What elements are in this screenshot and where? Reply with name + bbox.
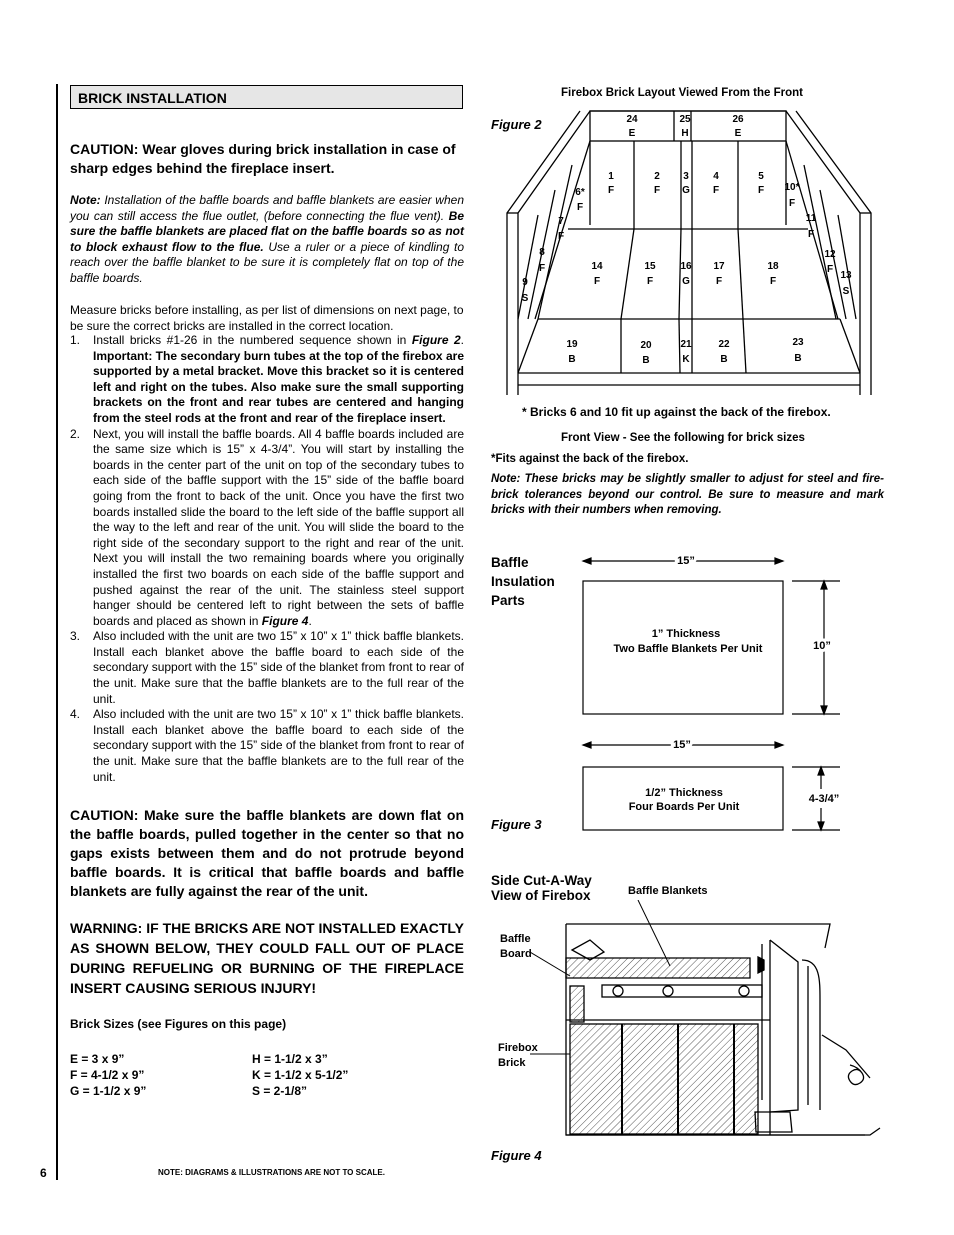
brick-label: 17: [713, 261, 725, 272]
step-item: 2. Next, you will install the baffle boards. All 4 baffle boards included are the same size which is 15” x 4-3/4”. You will start by installing the boards in the center part of the unit on top of the secondary tubes to each side of the baffle support with the 15” side of the baffle board going from the front to back of the unit. Once you have the first two boards installed slide the board to the left side of the baffle support all the way to the left and rear of the unit. You will slide the board to the right side of the secondary support to the right and rear of the unit. Next you will install the two remaining boards where you originally installed the first two boards on each side of the baffle support and pushed against the rear of the unit. The stainless steel support hanger should be centered left to right between the sets of baffle boards and placed as shown in Figure 4.: [70, 426, 464, 628]
svg-text:10”: 10”: [813, 640, 831, 652]
svg-text:G: G: [682, 185, 690, 196]
svg-text:1/2” Thickness: 1/2” Thickness: [645, 787, 723, 799]
firebox-cutaway-diagram: [530, 900, 890, 1145]
svg-text:Four Boards Per Unit: Four Boards Per Unit: [628, 801, 740, 813]
caution-blankets: CAUTION: Make sure the baffle blankets are down flat on the baffle boards, pulled together in the center so that no gaps exists between them and do not protrude beyond baffle boards. It is critical that baffle boards and baffle blankets are fully against the rear of the unit.: [70, 807, 464, 899]
step-item: 1. Install bricks #1-26 in the numbered sequence shown in Figure 2. Important: The secondary burn tubes at the top of the firebox are supported by a metal bracket. Move this bracket so it is centered left and right on the tubes. Also make sure the small supporting brackets on the front and rear tubes are centered and hanging from the steel rods at the front and rear of the fireplace insert.: [70, 333, 464, 425]
svg-text:15”: 15”: [673, 739, 691, 751]
svg-text:F: F: [607, 185, 615, 196]
svg-text:K: K: [682, 354, 690, 365]
svg-text:4-3/4”: 4-3/4”: [808, 793, 840, 805]
svg-text:F: F: [712, 185, 720, 196]
brick-label: 5: [758, 171, 764, 182]
measure-paragraph: Measure bricks before installing, as per list of dimensions on next page, to be sure the correct bricks are installed in the correct location.: [70, 303, 464, 333]
svg-text:F: F: [653, 185, 661, 196]
brick-label: 16: [680, 261, 692, 272]
brick-label: 15: [644, 261, 656, 272]
figure4-heading: Side Cut-A-Way View of Firebox: [491, 873, 592, 903]
steps-list: [70, 333, 464, 785]
svg-text:F: F: [646, 276, 654, 287]
svg-text:G: G: [682, 276, 690, 287]
brick-label: 7: [558, 216, 564, 227]
brick-label: 10*: [784, 182, 800, 193]
page-number: 6: [40, 1166, 47, 1180]
svg-text:F: F: [807, 229, 815, 240]
label-baffle-blankets: Baffle Blankets: [628, 885, 708, 897]
svg-text:S: S: [842, 286, 850, 297]
margin-rule: [56, 84, 58, 1180]
section-header: [70, 85, 463, 109]
svg-text:15”: 15”: [677, 555, 695, 567]
brick-label: 2: [654, 171, 660, 182]
svg-text:B: B: [642, 355, 650, 366]
brick-label: 23: [792, 337, 804, 348]
svg-text:F: F: [757, 185, 765, 196]
svg-text:E: E: [734, 128, 742, 139]
figure3-heading: Baffle Insulation Parts: [491, 555, 555, 608]
brick-label: 22: [718, 339, 730, 350]
installation-note: [70, 193, 464, 287]
brick-label: 11: [805, 213, 817, 224]
figure2-tolerance-note: Note: These bricks may be slightly smaller to adjust for steel and fire-brick tolerances beyond our control. Be sure to measure and mark bricks with their numbers when removing.: [491, 473, 884, 516]
svg-text:E: E: [628, 128, 636, 139]
brick-label: 14: [591, 261, 603, 272]
figure2-label: Figure 2: [491, 117, 542, 132]
figure2-fits-note: *Fits against the back of the firebox.: [491, 453, 689, 465]
svg-text:F: F: [826, 264, 834, 275]
brick-label: 24: [626, 114, 638, 125]
brick-label: 18: [767, 261, 779, 272]
step-item: 4. Also included with the unit are two 15” x 10” x 1” thick baffle blankets. Install each blanket above the baffle board to each side of the secondary support with the 15” side of the blanket from front to rear of the unit. Make sure that the baffle blankets are to the full rear of the unit.: [70, 707, 464, 784]
svg-text:B: B: [720, 354, 728, 365]
step-item: 3. Also included with the unit are two 15” x 10” x 1” thick baffle blankets. Install each blanket above the baffle board to each side of the secondary support with the 15” side of the blanket from front to rear of the unit. Make sure that the baffle blankets are to the full rear of the unit.: [70, 629, 464, 706]
figure2-footnote: * Bricks 6 and 10 fit up against the back of the firebox.: [522, 405, 831, 419]
note-bold: Be sure the baffle blankets are placed flat on the baffle boards so as not to block exhaust flow to the flue.: [70, 208, 464, 254]
brick-label: 9: [522, 277, 528, 288]
brick-label: 1: [608, 171, 614, 182]
brick-label: 12: [824, 249, 836, 260]
svg-text:F: F: [557, 231, 565, 242]
important-text: Important: The secondary burn tubes at the top of the firebox are supported by a metal bracket. Move this bracket so it is centered left and right on the tubes. Also make sure the small supporting brackets on the front and rear tubes are centered and hanging from the steel rods at the front and rear of the fireplace insert.: [93, 348, 464, 425]
svg-text:F: F: [576, 202, 584, 213]
svg-text:F: F: [788, 198, 796, 209]
firebox-brick-layout: [500, 105, 880, 397]
section-title: BRICK INSTALLATION: [78, 90, 227, 106]
figure4-label: Figure 4: [491, 1148, 542, 1163]
svg-text:F: F: [538, 263, 546, 274]
svg-text:F: F: [769, 276, 777, 287]
figure3-label: Figure 3: [491, 817, 542, 832]
note-lead: Note:: [70, 193, 101, 207]
svg-text:H: H: [681, 128, 689, 139]
warning-bricks: WARNING: IF THE BRICKS ARE NOT INSTALLED EXACTLY AS SHOWN BELOW, THEY COULD FALL OUT OF PLACE DURING REFUELING OR BURNING OF THE FIREPLACE INSERT CAUSING SERIOUS INJURY!: [70, 920, 464, 996]
svg-text:1” Thickness: 1” Thickness: [651, 628, 721, 640]
brick-label: 25: [679, 114, 691, 125]
brick-sizes-title: Brick Sizes (see Figures on this page): [70, 1017, 287, 1031]
svg-text:B: B: [568, 354, 576, 365]
baffle-parts-diagram: [578, 553, 848, 843]
brick-sizes-left: E = 3 x 9” F = 4-1/2 x 9” G = 1-1/2 x 9”: [70, 1052, 147, 1098]
caution-gloves: CAUTION: Wear gloves during brick installation in case of sharp edges behind the fireplace insert.: [70, 141, 456, 176]
note-text-1: Installation of the baffle boards and baffle blankets are easier when you can still access the flue outlet, (before connecting the flue vent).: [70, 193, 464, 223]
brick-label: 3: [683, 171, 689, 182]
label-baffle-board: Baffle Board: [500, 933, 532, 960]
svg-text:Two Baffle Blankets Per Unit: Two Baffle Blankets Per Unit: [613, 643, 763, 655]
scale-footnote: NOTE: DIAGRAMS & ILLUSTRATIONS ARE NOT TO SCALE.: [158, 1168, 385, 1177]
brick-label: 13: [840, 270, 852, 281]
brick-label: 20: [640, 340, 652, 351]
svg-text:B: B: [794, 353, 802, 364]
figure2-caption: Front View - See the following for brick sizes: [561, 432, 805, 444]
brick-label: 6*: [575, 187, 585, 198]
svg-text:F: F: [593, 276, 601, 287]
brick-sizes-right: H = 1-1/2 x 3” K = 1-1/2 x 5-1/2” S = 2-1/8”: [252, 1052, 349, 1098]
label-firebox-brick: Firebox Brick: [498, 1042, 538, 1069]
brick-label: 8: [539, 247, 545, 258]
brick-label: 19: [566, 339, 578, 350]
note-text-2: Use a ruler or a piece of kindling to reach over the baffle blanket to be sure it is completely flat on top of the baffle boards.: [70, 239, 464, 285]
figure2-title: Firebox Brick Layout Viewed From the Front: [561, 87, 803, 99]
svg-text:F: F: [715, 276, 723, 287]
brick-label: 21: [680, 339, 692, 350]
svg-text:S: S: [521, 293, 529, 304]
brick-label: 26: [732, 114, 744, 125]
brick-label: 4: [713, 171, 719, 182]
